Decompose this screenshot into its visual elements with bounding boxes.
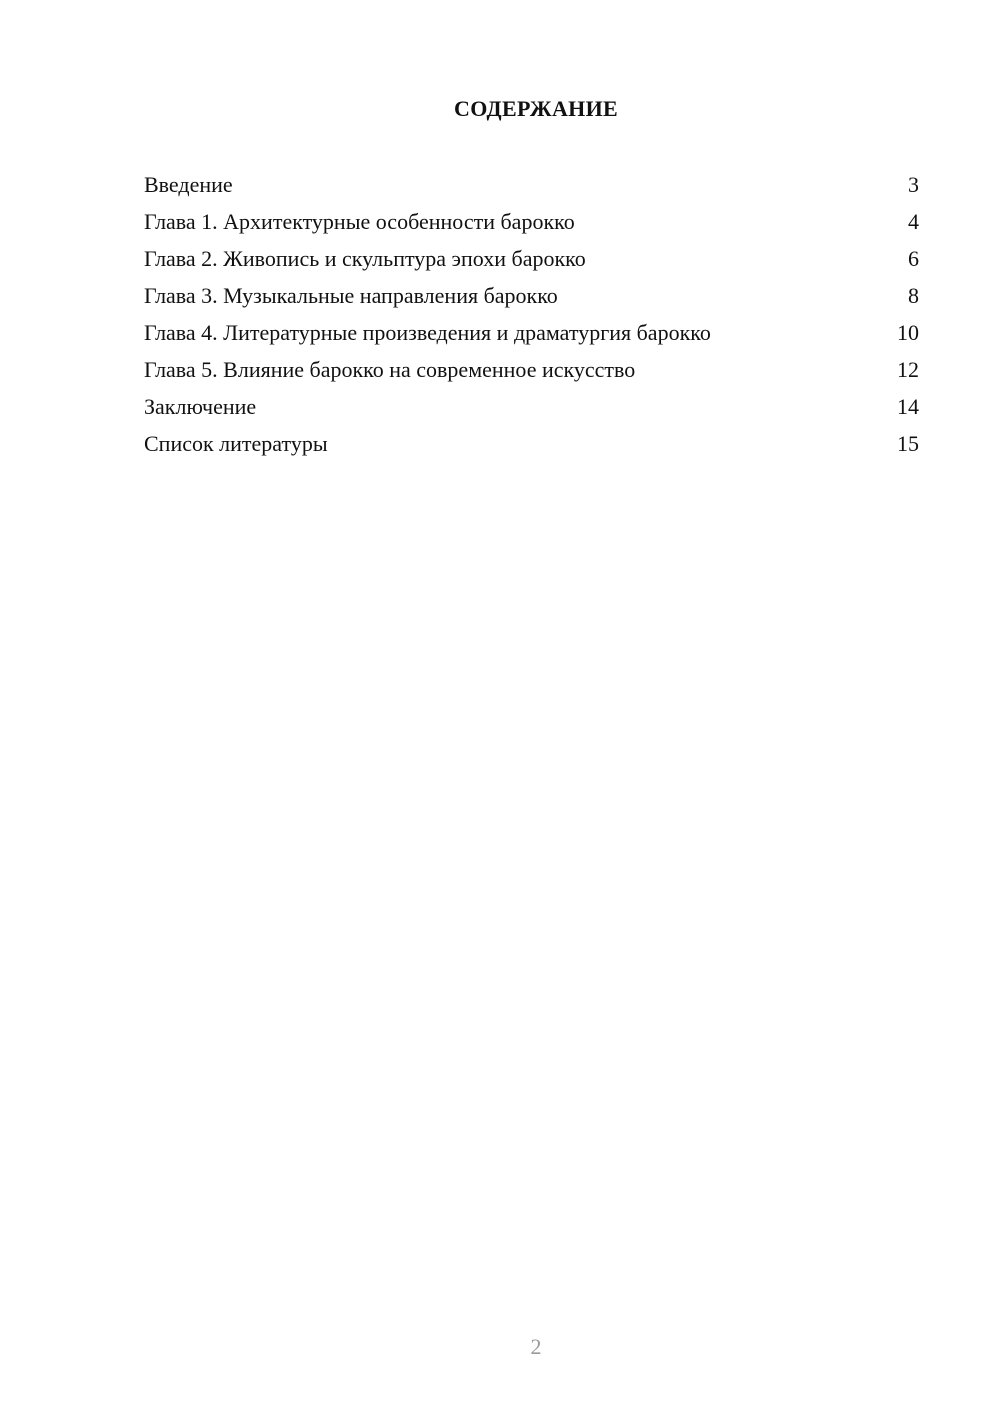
toc-entry [144,314,919,351]
toc-entry [144,425,919,462]
toc-entry-title: Список литературы [144,431,328,456]
toc-entry-page: 12 [897,357,919,382]
toc-entry-page: 8 [908,283,919,308]
table-of-contents [144,166,919,462]
toc-entry-title: Глава 3. Музыкальные направления барокко [144,283,558,308]
toc-entry [144,277,919,314]
toc-entry-page: 14 [897,394,919,419]
page-number: 2 [530,1334,542,1359]
page-title: СОДЕРЖАНИЕ [454,96,618,121]
toc-entry-title: Введение [144,172,233,197]
toc-entry [144,388,919,425]
toc-entry-title: Глава 5. Влияние барокко на современное искусство [144,357,636,382]
toc-entry-title: Глава 2. Живопись и скульптура эпохи барокко [144,246,586,271]
toc-entry [144,203,919,240]
toc-entry [144,166,919,203]
toc-entry-title: Заключение [144,394,257,419]
toc-entry-page: 6 [908,246,919,271]
toc-entry [144,240,919,277]
toc-entry [144,351,919,388]
toc-entry-page: 3 [908,172,919,197]
toc-entry-title: Глава 1. Архитектурные особенности барокко [144,209,575,234]
toc-entry-page: 15 [897,431,919,456]
toc-entry-page: 4 [908,209,919,234]
toc-entry-page: 10 [897,320,919,345]
toc-entry-title: Глава 4. Литературные произведения и драматургия барокко [144,320,711,345]
